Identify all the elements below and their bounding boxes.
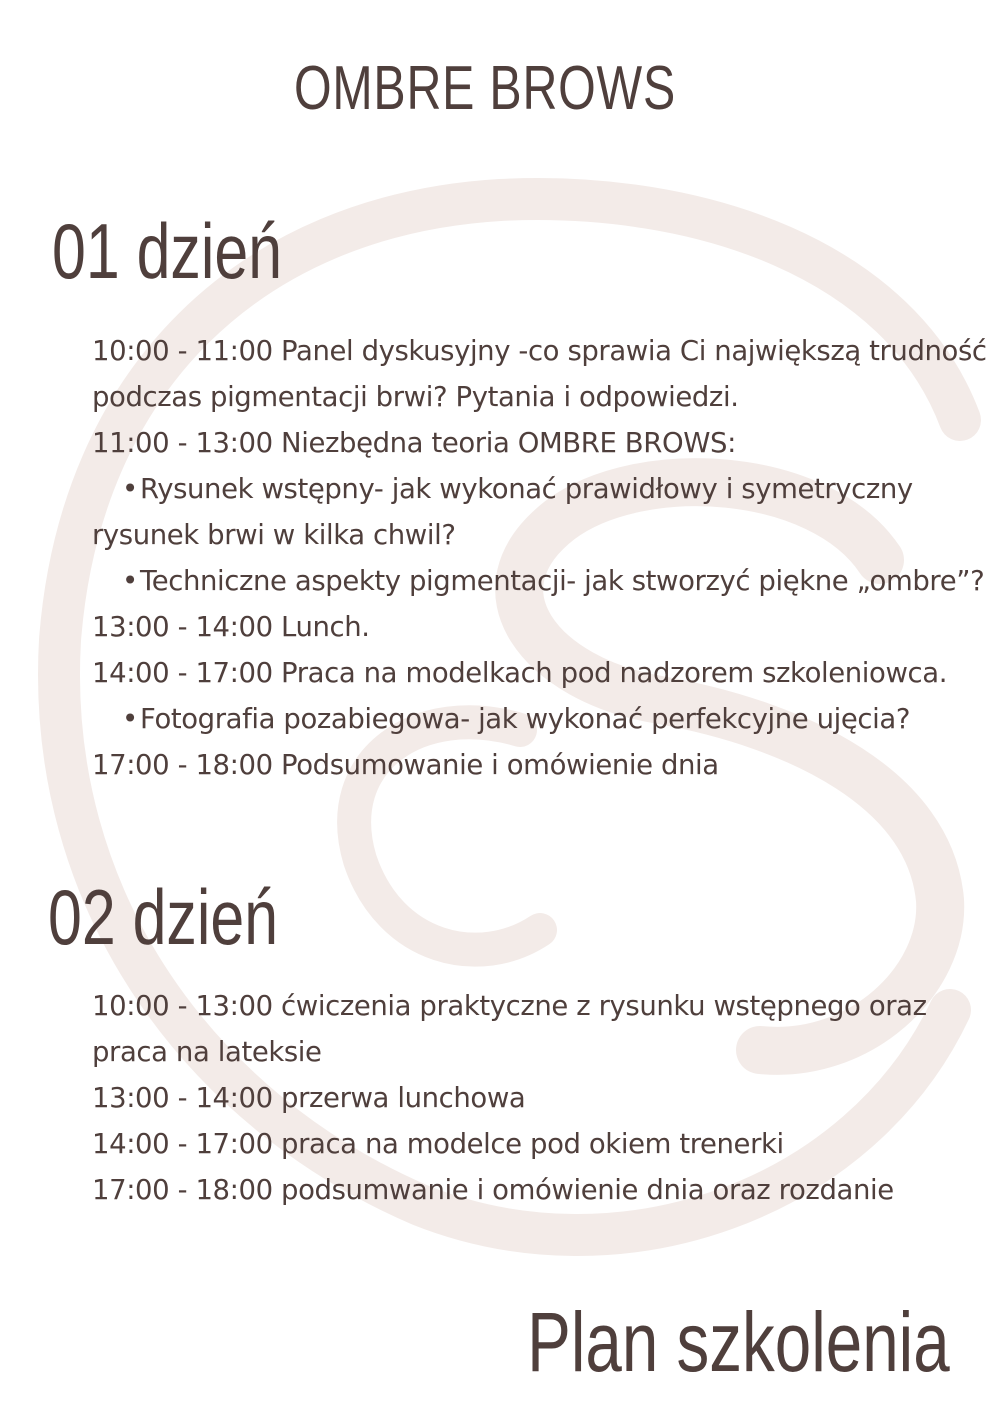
day2-heading: 02 dzień [48, 873, 279, 961]
schedule-item-text: Techniczne aspekty pigmentacji- jak stworzyć piękne „ombre”? [140, 565, 985, 597]
schedule-item-text: Rysunek wstępny- jak wykonać prawidłowy i symetryczny rysunek brwi w kilka chwil? [92, 473, 913, 551]
schedule-item-text: 14:00 - 17:00 praca na modelce pod okiem trenerki [92, 1128, 784, 1160]
schedule-item [92, 1121, 992, 1167]
footer-title: Plan szkolenia [527, 1295, 950, 1389]
schedule-item-text: 10:00 - 13:00 ćwiczenia praktyczne z rysunku wstępnego oraz praca na lateksie [92, 990, 927, 1068]
schedule-item [92, 983, 992, 1075]
schedule-item [92, 420, 992, 466]
schedule-bullet-item [92, 558, 992, 604]
day2-schedule [92, 983, 992, 1213]
schedule-item-text: 11:00 - 13:00 Niezbędna teoria OMBRE BROWS: [92, 427, 736, 459]
schedule-item [92, 1075, 992, 1121]
schedule-item-text: 14:00 - 17:00 Praca na modelkach pod nadzorem szkoleniowca. [92, 657, 948, 689]
bullet-icon: • [122, 473, 138, 505]
bullet-icon: • [122, 565, 138, 597]
schedule-item-text: 13:00 - 14:00 Lunch. [92, 611, 370, 643]
schedule-item-text: Fotografia pozabiegowa- jak wykonać perfekcyjne ujęcia? [140, 703, 911, 735]
schedule-item-text: 17:00 - 18:00 Podsumowanie i omówienie dnia [92, 749, 719, 781]
bullet-icon: • [122, 703, 138, 735]
schedule-item-text: 17:00 - 18:00 podsumwanie i omówienie dnia oraz rozdanie [92, 1174, 894, 1206]
day1-heading: 01 dzień [52, 207, 283, 295]
schedule-item [92, 1167, 992, 1213]
page-title: OMBRE BROWS [293, 54, 677, 123]
schedule-bullet-item [92, 696, 992, 742]
schedule-item-text: 10:00 - 11:00 Panel dyskusyjny -co sprawia Ci największą trudność podczas pigmentacji brwi? Pytania i odpowiedzi. [92, 335, 987, 413]
day1-schedule [92, 328, 992, 788]
schedule-item [92, 742, 992, 788]
schedule-item [92, 604, 992, 650]
schedule-bullet-item [92, 466, 992, 558]
schedule-item-text: 13:00 - 14:00 przerwa lunchowa [92, 1082, 526, 1114]
schedule-item [92, 328, 992, 420]
schedule-item [92, 650, 992, 696]
